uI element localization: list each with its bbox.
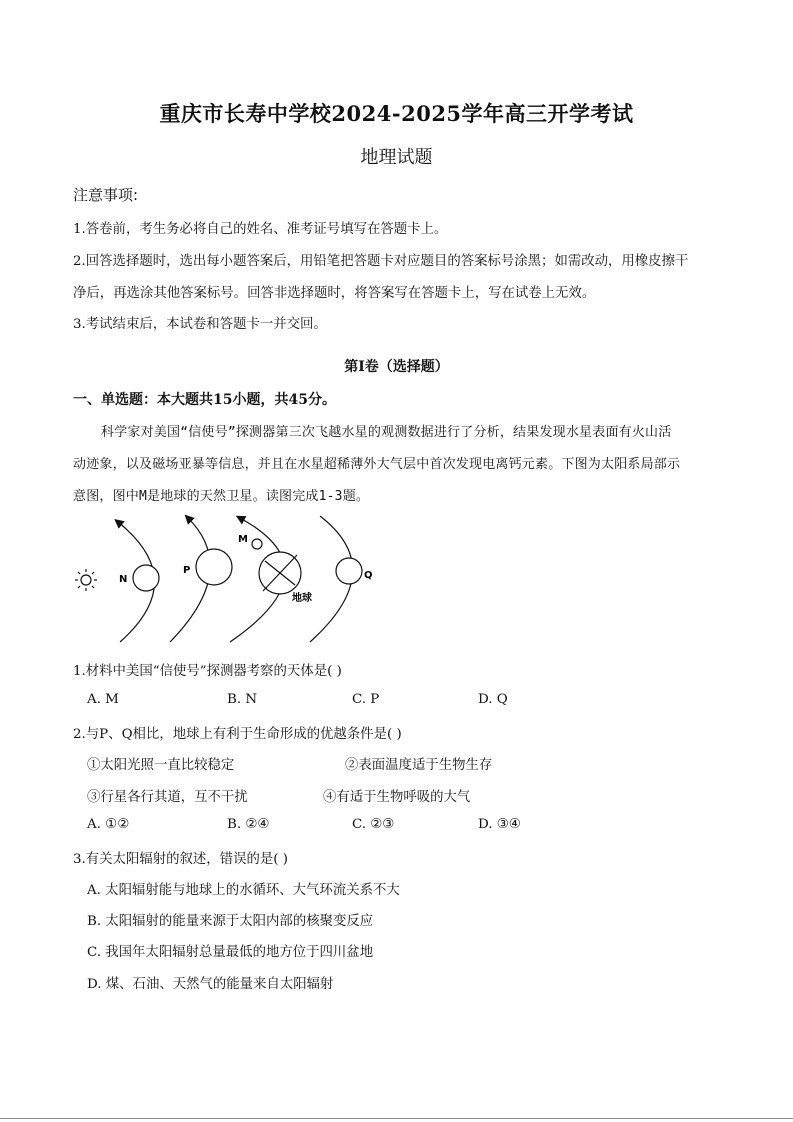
label-p: P: [183, 565, 191, 576]
question-2-option-d: D. ③④: [478, 817, 521, 832]
question-1-option-c: C. P: [352, 692, 380, 707]
note-item: 净后，再选涂其他答案标号。回答非选择题时，将答案写在答题卡上，写在试卷上无效。: [73, 286, 596, 301]
part-heading: 一、单选题：本大题共15小题，共45分。: [73, 392, 336, 408]
question-1-stem: 1.材料中美国“信使号”探测器考察的天体是( ): [73, 664, 342, 679]
intro-line: 动迹象，以及磁场亚暴等信息，并且在水星超稀薄外大气层中首次发现电离钙元素。下图为太阳系局部示: [73, 457, 681, 472]
question-3-option-b: B. 太阳辐射的能量来源于太阳内部的核聚变反应: [87, 914, 374, 929]
question-3-option-c: C. 我国年太阳辐射总量最低的地方位于四川盆地: [87, 945, 374, 960]
question-1-option-a: A. M: [87, 692, 119, 707]
page-bottom-rule: [0, 1118, 793, 1119]
solar-system-diagram: [70, 510, 390, 650]
label-m: M: [238, 534, 248, 545]
question-2-option-a: A. ①②: [87, 817, 130, 832]
question-2-option-c: C. ②③: [352, 817, 395, 832]
planet-n: [133, 565, 159, 591]
question-2-statement-1: ①太阳光照一直比较稳定: [87, 758, 235, 773]
note-item: 3.考试结束后，本试卷和答题卡一并交回。: [73, 317, 327, 332]
question-3-option-d: D. 煤、石油、天然气的能量来自太阳辐射: [87, 977, 334, 992]
intro-line: 科学家对美国“信使号”探测器第三次飞越水星的观测数据进行了分析，结果发现水星表面有火山活: [101, 425, 672, 440]
question-3-stem: 3.有关太阳辐射的叙述，错误的是( ): [73, 852, 288, 867]
question-2-option-b: B. ②④: [227, 817, 270, 832]
question-3-option-a: A. 太阳辐射能与地球上的水循环、大气环流关系不大: [87, 883, 400, 898]
planet-earth: [259, 552, 301, 594]
label-q: Q: [364, 570, 373, 581]
question-2-statement-4: ④有适于生物呼吸的大气: [323, 790, 471, 805]
note-item: 2.回答选择题时，选出每小题答案后，用铅笔把答题卡对应题目的答案标号涂黑；如需改动，用橡皮擦干: [73, 254, 689, 269]
label-earth: 地球: [292, 593, 312, 604]
sun-icon: [75, 569, 97, 591]
intro-line: 意图，图中M是地球的天然卫星。读图完成1-3题。: [73, 489, 370, 504]
question-2-statement-2: ②表面温度适于生物生存: [345, 758, 493, 773]
moon-m: [252, 539, 262, 549]
question-2-stem: 2.与P、Q相比，地球上有利于生命形成的优越条件是( ): [73, 727, 402, 742]
section-title: 第I卷（选择题）: [344, 359, 449, 375]
planet-q: [336, 558, 362, 584]
question-1-option-b: B. N: [227, 692, 258, 707]
label-n: N: [119, 574, 128, 585]
planet-p: [196, 549, 232, 585]
question-1-option-d: D. Q: [478, 692, 508, 707]
note-item: 1.答卷前，考生务必将自己的姓名、准考证号填写在答题卡上。: [73, 222, 448, 237]
question-2-statement-3: ③行星各行其道，互不干扰: [87, 790, 248, 805]
exam-subtitle: 地理试题: [360, 147, 433, 168]
exam-title: 重庆市长寿中学校2024-2025学年高三开学考试: [159, 101, 634, 126]
notes-heading: 注意事项:: [73, 186, 139, 204]
